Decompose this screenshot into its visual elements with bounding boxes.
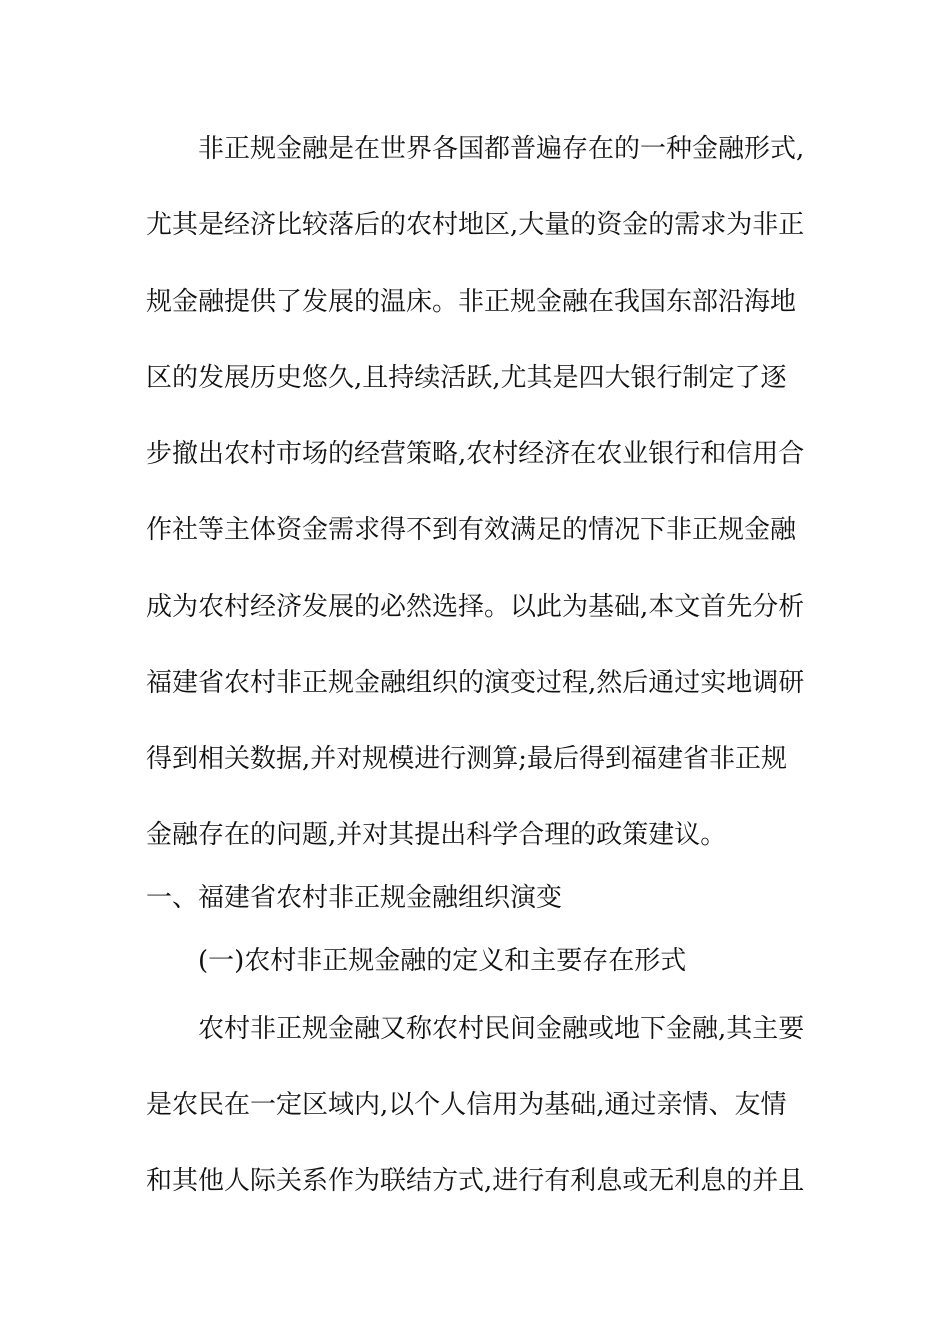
paragraph-1-line-9: 得到相关数据,并对规模进行测算;最后得到福建省非正规 <box>146 744 788 774</box>
paragraph-1-line-7: 成为农村经济发展的必然选择。以此为基础,本文首先分析 <box>146 592 805 622</box>
paragraph-1-line-10: 金融存在的问题,并对其提出科学合理的政策建议。 <box>146 820 727 850</box>
paragraph-2-line-1: 农村非正规金融又称农村民间金融或地下金融,其主要 <box>198 1014 805 1044</box>
section-heading: 一、福建省农村非正规金融组织演变 <box>146 883 563 913</box>
paragraph-1-line-5: 步撤出农村市场的经营策略,农村经济在农业银行和信用合 <box>146 439 805 469</box>
paragraph-1-line-4: 区的发展历史悠久,且持续活跃,尤其是四大银行制定了逐 <box>146 363 787 393</box>
paragraph-1-line-3: 规金融提供了发展的温床。非正规金融在我国东部沿海地 <box>146 287 797 317</box>
paragraph-1-line-8: 福建省农村非正规金融组织的演变过程,然后通过实地调研 <box>146 668 805 698</box>
paragraph-1-line-6: 作社等主体资金需求得不到有效满足的情况下非正规金融 <box>146 515 797 545</box>
paragraph-2-line-3: 和其他人际关系作为联结方式,进行有利息或无利息的并且 <box>146 1166 805 1196</box>
paragraph-2-line-2: 是农民在一定区域内,以个人信用为基础,通过亲情、友情 <box>146 1090 787 1120</box>
subsection-heading: (一)农村非正规金融的定义和主要存在形式 <box>198 946 687 976</box>
paragraph-1-line-1: 非正规金融是在世界各国都普遍存在的一种金融形式, <box>198 134 805 164</box>
paragraph-1-line-2: 尤其是经济比较落后的农村地区,大量的资金的需求为非正 <box>146 210 805 240</box>
